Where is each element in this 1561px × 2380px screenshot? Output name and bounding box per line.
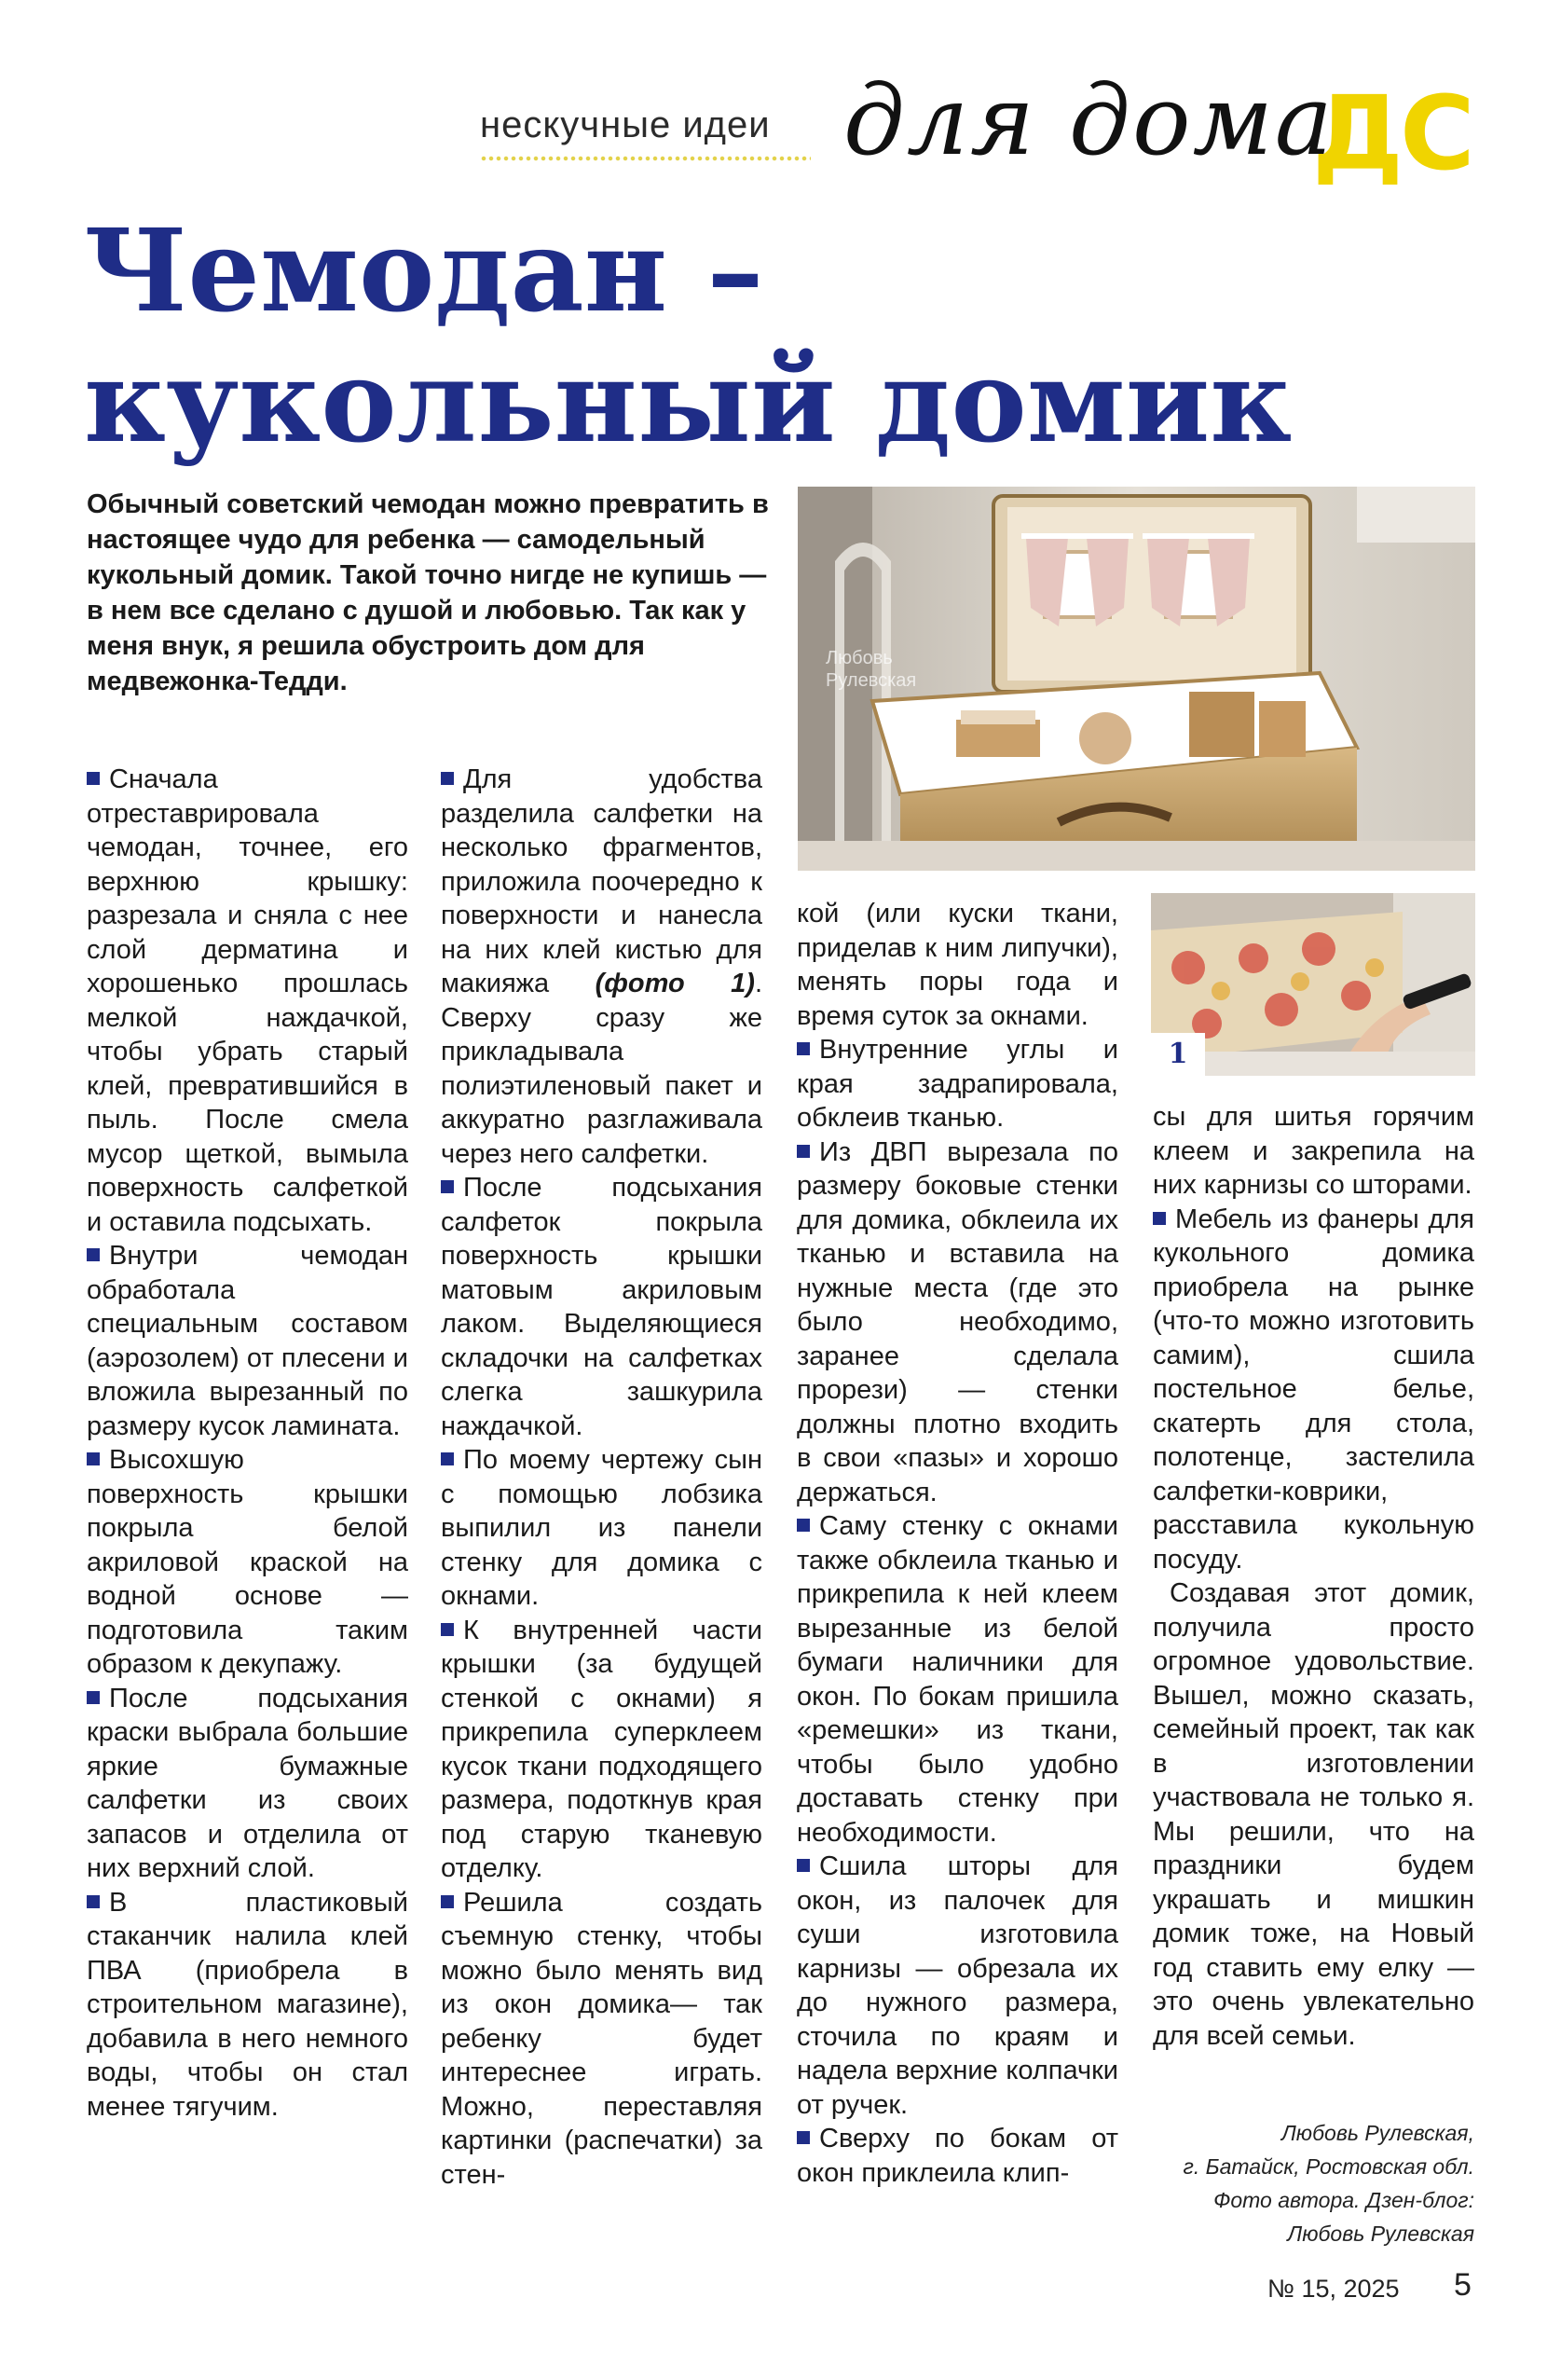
paragraph: В пластиковый стаканчик налила клей ПВА (приобрела в строительном магазине), добавила в него немного воды, чтобы он стал менее тягучим. [87,1887,408,2122]
bullet-square-icon [441,772,454,785]
bullet-square-icon [1153,1212,1166,1225]
rubric-label: нескучные идеи [480,104,771,145]
paragraph: Высохшую поверхность крышки покрыла белой акриловой краской на водной основе — подготовила таким образом к декупажу. [87,1445,408,1679]
main-photo-illustration [798,487,1475,871]
page-number: 5 [1454,2267,1472,2303]
article-title-line-2: кукольный домик [84,334,1293,468]
text-column-2 [441,763,762,2192]
bullet-square-icon [797,1519,810,1532]
paragraph: По моему чертежу сын с помощью лобзика выпилил из панели стенку для домика с окнами. [441,1445,762,1611]
bullet-square-icon [797,1042,810,1055]
paragraph: сы для шитья горячим клеем и закрепила на них карнизы со шторами. [1153,1102,1474,1200]
photo-1-decoupage [1151,893,1475,1076]
paragraph: Мебель из фанеры для кукольного домика приобрела на рынке (что-то можно изготовить самим), сшила постельное белье, скатерть для стола, полотенце, застелила салфетки-коврики, расставила кукольную посуду. [1153,1204,1474,1575]
paragraph: Для удобства разделила салфетки на несколько фрагментов, приложила поочередно к поверхности и нанесла на них клей кистью для макияжа (фото 1). Сверху сразу же прикладывала полиэтиленовый пакет и аккуратно разглаживала через него салфетки. [441,764,762,1169]
magazine-logo: ДС [1312,74,1472,193]
paragraph: Из ДВП вырезала по размеру боковые стенки для домика, обклеила их тканью и вставила на нужные места (где это было необходимо, заранее сделала прорези) — стенки должны плотно входить в свои «пазы» и хорошо держаться. [797,1136,1118,1507]
bullet-square-icon [87,772,100,785]
bullet-square-icon [87,1452,100,1465]
main-photo-suitcase-dollhouse [798,487,1475,871]
bullet-square-icon [441,1623,454,1636]
paragraph: Решила создать съемную стенку, чтобы можно было менять вид из окон домика— так ребенку будет интереснее играть. Можно, переставляя картинки (распечатки) за стен- [441,1887,762,2190]
rubric-dotted-underline [480,155,811,164]
photo-watermark-line-1: Любовь [826,648,893,668]
blog-name: Любовь Рулевская [1287,2222,1474,2246]
photo-credit: Фото автора. Дзен-блог: [1213,2188,1474,2212]
photo-number-label: 1 [1151,1033,1205,1076]
bullet-square-icon [797,1859,810,1872]
text-column-1 [87,763,408,2124]
bullet-square-icon [441,1180,454,1193]
paragraph: Сначала отреставрировала чемодан, точнее, его верхнюю крышку: разрезала и сняла с нее слой дерматина и хорошенько прошлась мелкой наждачкой, чтобы убрать старый клей, превратившийся в пыль. После смела мусор щеткой, вымыла поверхность салфеткой и оставила подсыхать. [87,764,408,1237]
article-title-line-1: Чемодан – [84,203,764,337]
author-signature [1062,2116,1474,2250]
bullet-square-icon [441,1452,454,1465]
article-title [84,205,1292,466]
author-city: г. Батайск, Ростовская обл. [1183,2154,1474,2179]
paragraph: К внутренней части крышки (за будущей стенкой с окнами) я прикрепила суперклеем кусок ткани подходящего размера, подоткнув края под старую тканевую отделку. [441,1615,762,1883]
paragraph: Внутри чемодан обработала специальным составом (аэрозолем) от плесени и вложила вырезанный по размеру кусок ламината. [87,1241,408,1441]
bullet-square-icon [87,1691,100,1704]
paragraph: Саму стенку с окнами также обклеила тканью и прикрепила к ней клеем вырезанные из белой бумаги наличники для окон. По бокам пришила «ремешки» из ткани, чтобы было удобно доставать стенку при необходимости. [797,1511,1118,1848]
photo-watermark-line-2: Рулевская [826,670,917,691]
text-column-3 [797,897,1118,2190]
paragraph-final: Создавая этот домик, получила просто огромное удовольствие. Вышел, можно сказать, семейный проект, так как в изготовлении участвовала не только я. Мы решили, что на праздники будем украшать и мишкин домик тоже, на Новый год ставить ему елку — это очень увлекательно для всей семьи. [1153,1578,1474,2051]
paragraph: Сшила шторы для окон, из палочек для суши изготовила карнизы — обрезала их до нужного размера, сточила по краям и надела верхние колпачки от ручек. [797,1851,1118,2120]
paragraph: Сверху по бокам от окон приклеила клип- [797,2124,1118,2188]
bullet-square-icon [441,1895,454,1908]
text-column-4 [1153,1100,1474,2053]
author-name: Любовь Рулевская, [1281,2121,1474,2145]
paragraph: Внутренние углы и края задрапировала, обклеив тканью. [797,1035,1118,1133]
article-lead: Обычный советский чемодан можно превратить в настоящее чудо для ребенка — самодельный кукольный домик. Такой точно нигде не купишь — в нем все сделано с душой и любовью. Так как у меня внук, я решила обустроить дом для медвежонка-Тедди. [87,489,769,696]
bullet-square-icon [87,1248,100,1261]
bullet-square-icon [797,1145,810,1158]
paragraph: кой (или куски ткани, приделав к ним липучки), менять поры года и время суток за окнами. [797,899,1118,1031]
paragraph: После подсыхания салфеток покрыла поверхность крышки матовым акриловым лаком. Выделяющиеся складочки на салфетках слегка зашкурила наждачкой. [441,1173,762,1441]
issue-number: № 15, 2025 [1267,2275,1400,2303]
bullet-square-icon [797,2131,810,2144]
bullet-square-icon [87,1895,100,1908]
paragraph: После подсыхания краски выбрала большие яркие бумажные салфетки из своих запасов и отделила от них верхний слой. [87,1683,408,1883]
photo-reference: (фото 1) [595,969,755,998]
section-title: для дома [843,63,1335,177]
